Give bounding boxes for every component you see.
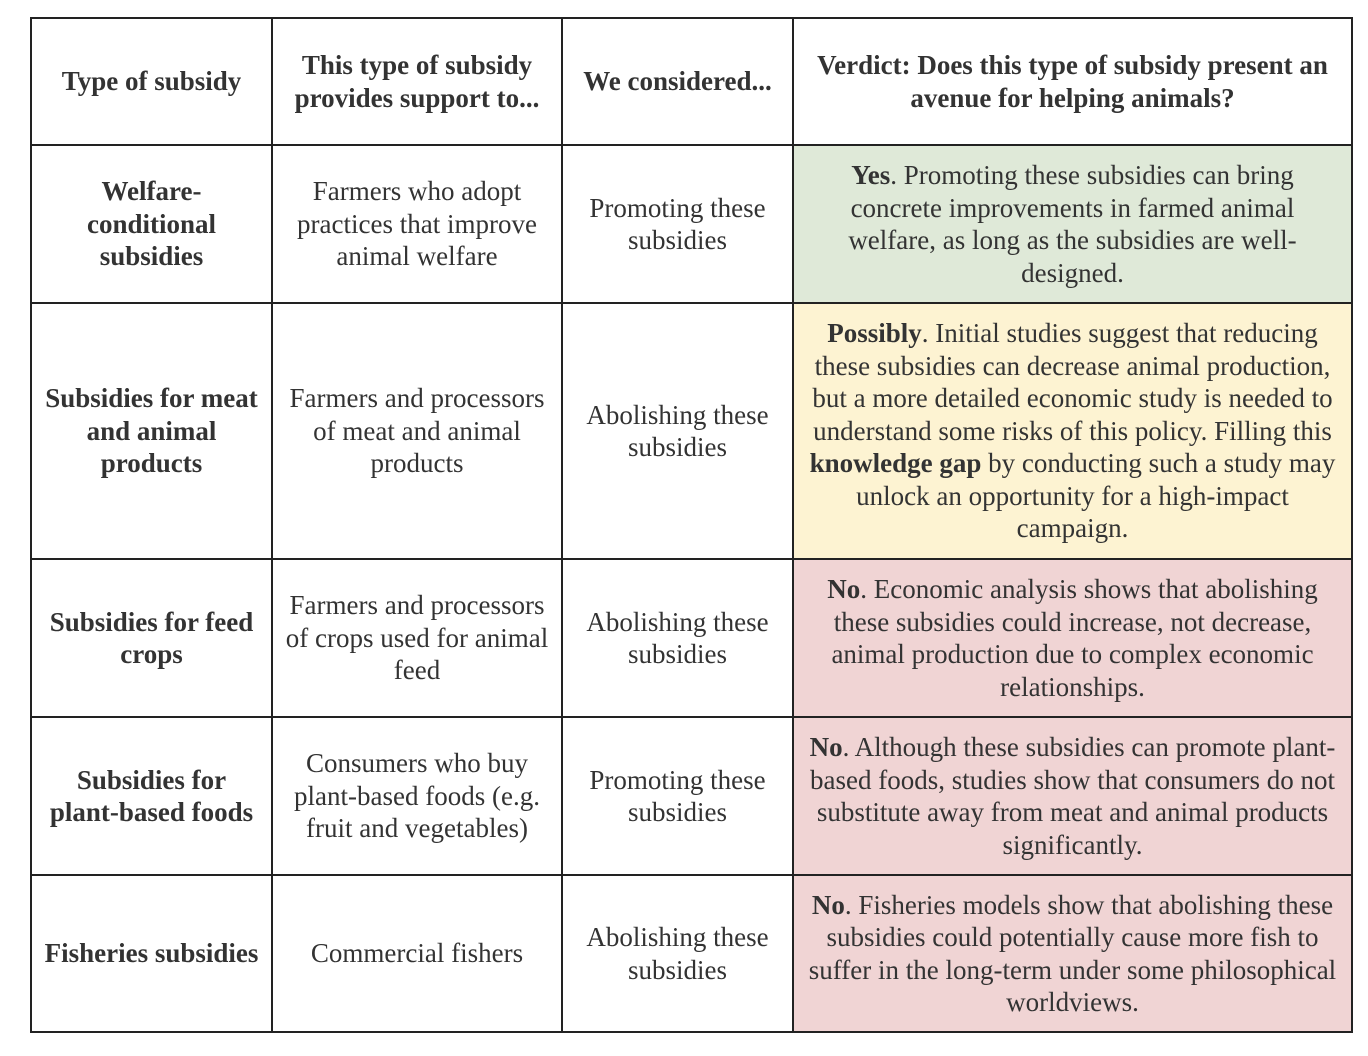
verdict-cell [793,875,1352,1032]
table-row [31,717,1352,875]
support-cell: Farmers and processors of meat and animal products [272,303,562,559]
verdict-cell [793,145,1352,303]
verdict-text: . Initial studies suggest that reducing these subsidies can decrease animal production, but a more detailed economic study is needed to understand some risks of this policy. Filling this [812,318,1333,446]
verdict-text: . Promoting these subsidies can bring concrete improvements in farmed animal welfare, as long as the subsidies are well-designed. [848,160,1297,288]
verdict-label: Possibly [827,318,922,349]
support-cell: Consumers who buy plant-based foods (e.g. fruit and vegetables) [272,717,562,875]
subsidy-verdict-table [30,17,1353,1033]
verdict-text: . Economic analysis shows that abolishing these subsidies could increase, not decrease, animal production due to complex economic relationships. [831,574,1318,702]
verdict-text-continued: by conducting such a study may unlock an opportunity for a high-impact campaign. [856,448,1336,544]
table-row [31,559,1352,717]
header-we-considered: We considered... [562,18,793,145]
verdict-label: No [809,732,843,762]
verdict-text: . Although these subsidies can promote plant-based foods, studies show that consumers do not substitute away from meat and animal products significantly. [810,732,1336,860]
verdict-cell [793,303,1352,559]
considered-cell: Abolishing these subsidies [562,875,793,1032]
table-row [31,145,1352,303]
considered-cell: Promoting these subsidies [562,145,793,303]
type-cell: Subsidies for plant-based foods [31,717,272,875]
considered-cell: Abolishing these subsidies [562,559,793,717]
support-cell: Farmers who adopt practices that improve animal welfare [272,145,562,303]
header-provides-support: This type of subsidy provides support to... [272,18,562,145]
support-cell: Commercial fishers [272,875,562,1032]
verdict-emphasis: knowledge gap [809,448,982,479]
table-row [31,303,1352,559]
type-cell: Subsidies for feed crops [31,559,272,717]
header-verdict: Verdict: Does this type of subsidy present an avenue for helping animals? [793,18,1352,145]
verdict-label: Yes [851,160,891,190]
verdict-label: No [811,889,845,920]
table-header-row [31,18,1352,145]
header-type-of-subsidy: Type of subsidy [31,18,272,145]
table-row [31,875,1352,1032]
type-cell: Welfare-conditional subsidies [31,145,272,303]
support-cell: Farmers and processors of crops used for animal feed [272,559,562,717]
considered-cell: Abolishing these subsidies [562,303,793,559]
verdict-label: No [827,574,861,604]
verdict-text: . Fisheries models show that abolishing these subsidies could potentially cause more fish to suffer in the long-term under some philosophical worldviews. [808,889,1337,1017]
type-cell: Subsidies for meat and animal products [31,303,272,559]
verdict-cell [793,559,1352,717]
verdict-cell [793,717,1352,875]
considered-cell: Promoting these subsidies [562,717,793,875]
type-cell: Fisheries subsidies [31,875,272,1032]
